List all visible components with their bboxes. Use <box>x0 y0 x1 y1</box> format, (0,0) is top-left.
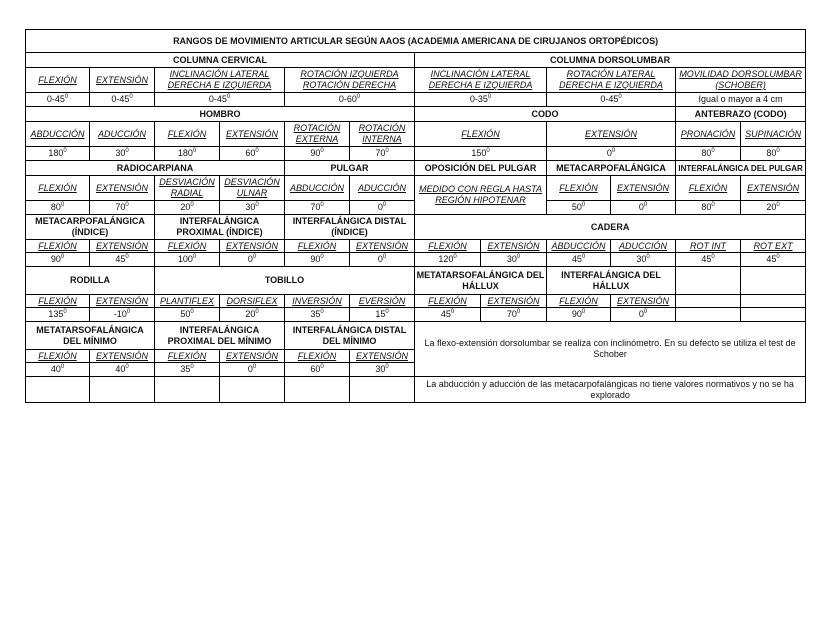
label-hombro-flexion: FLEXIÓN <box>155 122 220 147</box>
empty-cell <box>90 377 155 403</box>
label-hombro-extension: EXTENSIÓN <box>220 122 285 147</box>
label-mtf-minimo-extension: EXTENSIÓN <box>90 350 155 363</box>
label-cadera-abduccion: ABDUCCIÓN <box>547 240 611 253</box>
value-codo-extension: 0 0 <box>547 147 676 161</box>
value-ifp-minimo-extension: 0 0 <box>220 363 285 377</box>
label-cadera-aduccion: ADUCCIÓN <box>611 240 676 253</box>
value-cadera-extension: 30 0 <box>481 253 547 267</box>
empty-cell <box>155 377 220 403</box>
section-header-antebrazo: ANTEBRAZO (CODO) <box>676 107 806 122</box>
label-mcf-flexion: FLEXIÓN <box>547 176 611 201</box>
value-tobillo-eversion: 15 0 <box>350 308 415 322</box>
label-cadera-extension: EXTENSIÓN <box>481 240 547 253</box>
label-if-pulgar-flexion: FLEXIÓN <box>676 176 741 201</box>
empty-cell <box>676 308 741 322</box>
value-rodilla-flexion: 135 0 <box>26 308 90 322</box>
section-header-if-pulgar: INTERFALÁNGICA DEL PULGAR <box>676 161 806 176</box>
section-header-tobillo: TOBILLO <box>155 267 415 295</box>
label-cervical-inclination: INCLINACIÓN LATERAL DERECHA E IZQUIERDA <box>155 68 285 93</box>
value-ifd-minimo-flexion: 60 0 <box>285 363 350 377</box>
value-mcf-indice-extension: 45 0 <box>90 253 155 267</box>
label-if-hallux-extension: EXTENSIÓN <box>611 295 676 308</box>
note-schober: La flexo-extensión dorsolumbar se realiza con inclinómetro. En su defecto se utiliza el test de Schober <box>415 322 806 377</box>
label-ifd-minimo-extension: EXTENSIÓN <box>350 350 415 363</box>
value-mcf-indice-flexion: 90 0 <box>26 253 90 267</box>
label-rodilla-flexion: FLEXIÓN <box>26 295 90 308</box>
section-header-codo: CODO <box>415 107 676 122</box>
label-ifp-minimo-flexion: FLEXIÓN <box>155 350 220 363</box>
value-hombro-aduccion: 30 0 <box>90 147 155 161</box>
label-ifp-minimo-extension: EXTENSIÓN <box>220 350 285 363</box>
value-cervical-extension: 0-45 0 <box>90 93 155 107</box>
value-ifp-indice-flexion: 100 0 <box>155 253 220 267</box>
table-title: RANGOS DE MOVIMIENTO ARTICULAR SEGÚN AAOS (ACADEMIA AMERICANA DE CIRUJANOS ORTOPÉDICOS) <box>26 30 806 53</box>
value-mcf-flexion: 50 0 <box>547 201 611 215</box>
label-radiocarpiana-extension: EXTENSIÓN <box>90 176 155 201</box>
value-dorsolumbar-mobility: Igual o mayor a 4 cm <box>676 93 806 107</box>
section-header-mtf-minimo: METATARSOFALÁNGICA DEL MÍNIMO <box>26 322 155 350</box>
value-hombro-rotacion-interna: 70 0 <box>350 147 415 161</box>
section-header-oposicion: OPOSICIÓN DEL PULGAR <box>415 161 547 176</box>
label-dorsolumbar-mobility: MOVILIDAD DORSOLUMBAR (SCHOBER) <box>676 68 806 93</box>
value-radiocarpiana-extension: 70 0 <box>90 201 155 215</box>
value-cadera-flexion: 120 0 <box>415 253 481 267</box>
section-header-metacarpofalangica: METACARPOFALÁNGICA <box>547 161 676 176</box>
value-if-hallux-flexion: 90 0 <box>547 308 611 322</box>
label-cervical-rotation: ROTACIÓN IZQUIERDA ROTACIÓN DERECHA <box>285 68 415 93</box>
label-dorsolumbar-inclination: INCLINACIÓN LATERAL DERECHA E IZQUIERDA <box>415 68 547 93</box>
value-rodilla-extension: -10 0 <box>90 308 155 322</box>
label-mcf-indice-flexion: FLEXIÓN <box>26 240 90 253</box>
label-if-pulgar-extension: EXTENSIÓN <box>741 176 806 201</box>
empty-cell <box>676 295 741 308</box>
range-of-motion-table <box>25 29 806 403</box>
label-hombro-aduccion: ADUCCIÓN <box>90 122 155 147</box>
value-dorsolumbar-inclination: 0-35 0 <box>415 93 547 107</box>
section-header-mtf-hallux: METATARSOFALÁNGICA DEL HÁLLUX <box>415 267 547 295</box>
section-header-if-hallux: INTERFALÁNGICA DEL HÁLLUX <box>547 267 676 295</box>
value-cadera-rot-ext: 45 0 <box>741 253 806 267</box>
label-mtf-minimo-flexion: FLEXIÓN <box>26 350 90 363</box>
section-header-pulgar: PULGAR <box>285 161 415 176</box>
value-antebrazo-supinacion: 80 0 <box>741 147 806 161</box>
note-abduccion: La abducción y aducción de las metacarpofalángicas no tiene valores normativos y no se ha explorado <box>415 377 806 403</box>
value-cervical-inclination: 0-45 0 <box>155 93 285 107</box>
label-codo-flexion: FLEXIÓN <box>415 122 547 147</box>
label-antebrazo-pronacion: PRONACIÓN <box>676 122 741 147</box>
section-header-ifd-indice: INTERFALÁNGICA DISTAL (ÍNDICE) <box>285 215 415 240</box>
label-cervical-extension: EXTENSIÓN <box>90 68 155 93</box>
value-radiocarpiana-flexion: 80 0 <box>26 201 90 215</box>
value-tobillo-inversion: 35 0 <box>285 308 350 322</box>
label-rodilla-extension: EXTENSIÓN <box>90 295 155 308</box>
value-radiocarpiana-desviacion-ulnar: 30 0 <box>220 201 285 215</box>
value-cadera-aduccion: 30 0 <box>611 253 676 267</box>
label-mcf-indice-extension: EXTENSIÓN <box>90 240 155 253</box>
value-hombro-abduccion: 180 0 <box>26 147 90 161</box>
value-ifd-indice-flexion: 90 0 <box>285 253 350 267</box>
section-header-radiocarpiana: RADIOCARPIANA <box>26 161 285 176</box>
value-ifp-indice-extension: 0 0 <box>220 253 285 267</box>
label-tobillo-inversion: INVERSIÓN <box>285 295 350 308</box>
label-hombro-rotacion-externa: ROTACIÓN EXTERNA <box>285 122 350 147</box>
label-ifp-indice-flexion: FLEXIÓN <box>155 240 220 253</box>
label-mtf-hallux-extension: EXTENSIÓN <box>481 295 547 308</box>
label-radiocarpiana-flexion: FLEXIÓN <box>26 176 90 201</box>
value-ifd-minimo-extension: 30 0 <box>350 363 415 377</box>
label-ifp-indice-extension: EXTENSIÓN <box>220 240 285 253</box>
value-cadera-abduccion: 45 0 <box>547 253 611 267</box>
section-header-hombro: HOMBRO <box>26 107 415 122</box>
value-mtf-minimo-extension: 40 0 <box>90 363 155 377</box>
label-dorsolumbar-rotation: ROTACIÓN LATERAL DERECHA E IZQUIERDA <box>547 68 676 93</box>
label-mcf-extension: EXTENSIÓN <box>611 176 676 201</box>
value-codo-flexion: 150 0 <box>415 147 547 161</box>
value-dorsolumbar-rotation: 0-45 0 <box>547 93 676 107</box>
value-pulgar-aduccion: 0 0 <box>350 201 415 215</box>
value-mtf-hallux-extension: 70 0 <box>481 308 547 322</box>
label-cadera-rot-int: ROT INT <box>676 240 741 253</box>
section-header-ifp-indice: INTERFALÁNGICA PROXIMAL (ÍNDICE) <box>155 215 285 240</box>
value-tobillo-plantiflex: 50 0 <box>155 308 220 322</box>
label-ifd-indice-flexion: FLEXIÓN <box>285 240 350 253</box>
section-header-dorsolumbar: COLUMNA DORSOLUMBAR <box>415 53 806 68</box>
value-if-pulgar-flexion: 80 0 <box>676 201 741 215</box>
empty-cell <box>741 295 806 308</box>
value-cervical-rotation: 0-60 0 <box>285 93 415 107</box>
label-ifd-indice-extension: EXTENSIÓN <box>350 240 415 253</box>
label-codo-extension: EXTENSIÓN <box>547 122 676 147</box>
empty-cell <box>26 377 90 403</box>
empty-cell <box>741 308 806 322</box>
value-radiocarpiana-desviacion-radial: 20 0 <box>155 201 220 215</box>
empty-cell <box>350 377 415 403</box>
label-pulgar-abduccion: ABDUCCIÓN <box>285 176 350 201</box>
value-mcf-extension: 0 0 <box>611 201 676 215</box>
section-header-cervical: COLUMNA CERVICAL <box>26 53 415 68</box>
label-mtf-hallux-flexion: FLEXIÓN <box>415 295 481 308</box>
empty-cell <box>285 377 350 403</box>
label-ifd-minimo-flexion: FLEXIÓN <box>285 350 350 363</box>
value-mtf-minimo-flexion: 40 0 <box>26 363 90 377</box>
empty-cell <box>676 267 741 295</box>
value-antebrazo-pronacion: 80 0 <box>676 147 741 161</box>
label-cervical-flexion: FLEXIÓN <box>26 68 90 93</box>
label-antebrazo-supinacion: SUPINACIÓN <box>741 122 806 147</box>
empty-cell <box>220 377 285 403</box>
section-header-ifp-minimo: INTERFALÁNGICA PROXIMAL DEL MÍNIMO <box>155 322 285 350</box>
label-tobillo-plantiflex: PLANTIFLEX <box>155 295 220 308</box>
value-if-hallux-extension: 0 0 <box>611 308 676 322</box>
label-radiocarpiana-desviacion-radial: DESVIACIÓN RADIAL <box>155 176 220 201</box>
label-hombro-rotacion-interna: ROTACIÓN INTERNA <box>350 122 415 147</box>
value-if-pulgar-extension: 20 0 <box>741 201 806 215</box>
section-header-rodilla: RODILLA <box>26 267 155 295</box>
section-header-ifd-minimo: INTERFALÁNGICA DISTAL DEL MÍNIMO <box>285 322 415 350</box>
value-ifd-indice-extension: 0 0 <box>350 253 415 267</box>
label-cadera-flexion: FLEXIÓN <box>415 240 481 253</box>
value-hombro-rotacion-externa: 90 0 <box>285 147 350 161</box>
value-ifp-minimo-flexion: 35 0 <box>155 363 220 377</box>
value-hombro-extension: 60 0 <box>220 147 285 161</box>
value-pulgar-abduccion: 70 0 <box>285 201 350 215</box>
label-tobillo-eversion: EVERSIÓN <box>350 295 415 308</box>
value-tobillo-dorsiflex: 20 0 <box>220 308 285 322</box>
label-oposicion-regla: MEDIDO CON REGLA HASTA REGIÓN HIPOTENAR <box>415 176 547 215</box>
empty-cell <box>741 267 806 295</box>
label-pulgar-aduccion: ADUCCIÓN <box>350 176 415 201</box>
value-cervical-flexion: 0-45 0 <box>26 93 90 107</box>
value-hombro-flexion: 180 0 <box>155 147 220 161</box>
value-cadera-rot-int: 45 0 <box>676 253 741 267</box>
label-tobillo-dorsiflex: DORSIFLEX <box>220 295 285 308</box>
label-if-hallux-flexion: FLEXIÓN <box>547 295 611 308</box>
label-cadera-rot-ext: ROT EXT <box>741 240 806 253</box>
label-hombro-abduccion: ABDUCCIÓN <box>26 122 90 147</box>
section-header-cadera: CADERA <box>415 215 806 240</box>
value-mtf-hallux-flexion: 45 0 <box>415 308 481 322</box>
section-header-mcf-indice: METACARPOFALÁNGICA (ÍNDICE) <box>26 215 155 240</box>
label-radiocarpiana-desviacion-ulnar: DESVIACIÓN ULNAR <box>220 176 285 201</box>
